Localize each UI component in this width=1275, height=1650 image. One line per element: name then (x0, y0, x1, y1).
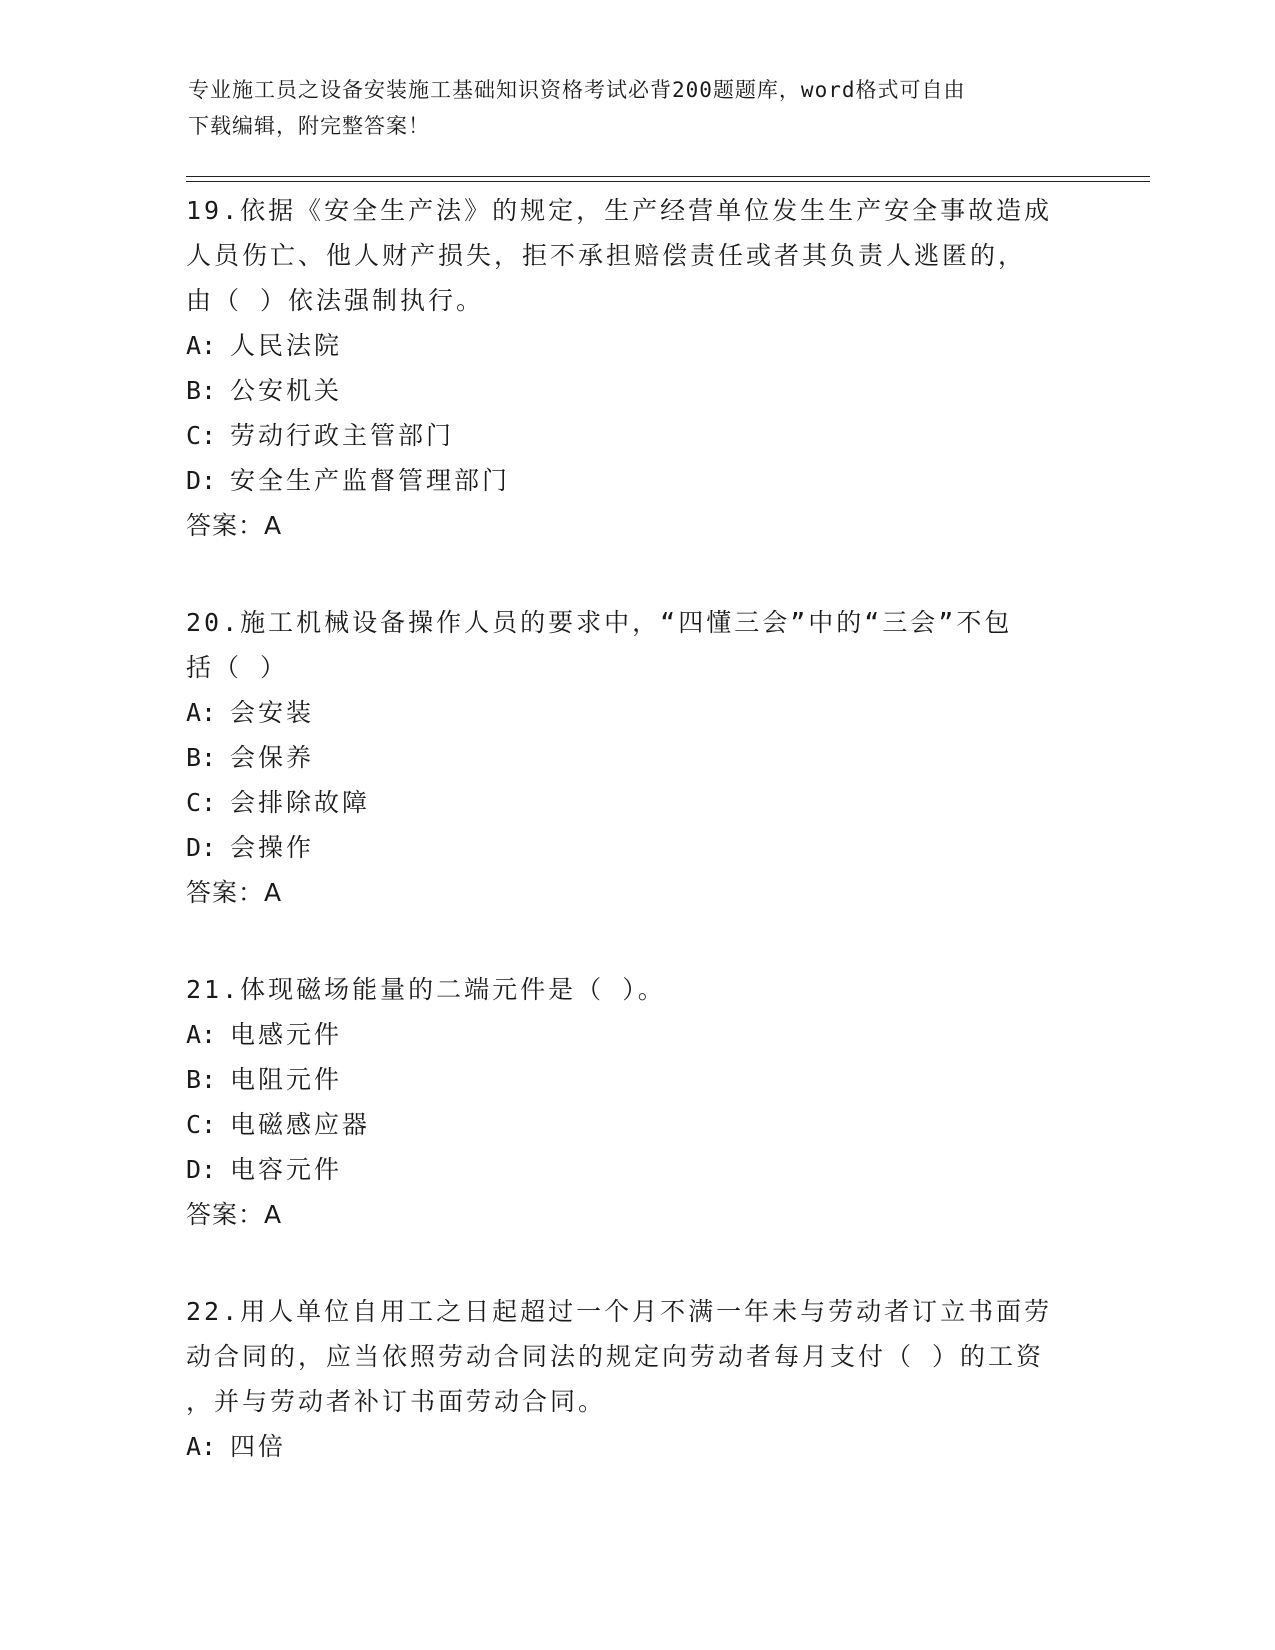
option-text: 电容元件 (230, 1155, 343, 1184)
answer-line: 答案：A (186, 1200, 283, 1229)
answer-option (186, 780, 1086, 825)
option-text: 安全生产监督管理部门 (230, 466, 511, 495)
option-letter: C: (186, 1110, 217, 1139)
answer-option (186, 825, 1086, 870)
option-text: 会保养 (230, 743, 315, 772)
question-stem-line: 22.用人单位自用工之日起超过一个月不满一年未与劳动者订立书面劳 (186, 1297, 1053, 1326)
answer-option (186, 1147, 1086, 1192)
question-stem-line: 括（ ） (186, 653, 289, 682)
option-letter: C: (186, 788, 217, 817)
option-letter: B: (186, 376, 217, 405)
question-block (186, 967, 1086, 1237)
question-stem-line: 21.体现磁场能量的二端元件是（ ）。 (186, 975, 666, 1004)
option-letter: D: (186, 833, 217, 862)
answer-option (186, 368, 1086, 413)
option-text: 公安机关 (230, 376, 343, 405)
question-stem-line: 19.依据《安全生产法》的规定，生产经营单位发生生产安全事故造成 (186, 196, 1053, 225)
question-stem-line: 由（ ）依法强制执行。 (186, 286, 485, 315)
question-stem-line: 20.施工机械设备操作人员的要求中，“四懂三会”中的“三会”不包 (186, 608, 1013, 637)
option-text: 电磁感应器 (230, 1110, 371, 1139)
option-text: 会操作 (230, 833, 315, 862)
question-list (186, 188, 1086, 1521)
option-text: 人民法院 (230, 331, 343, 360)
option-text: 四倍 (230, 1432, 287, 1461)
document-header (188, 72, 1068, 144)
answer-option (186, 1057, 1086, 1102)
header-line-1: 专业施工员之设备安装施工基础知识资格考试必背200题题库，word格式可自由 (188, 78, 966, 102)
option-letter: D: (186, 1155, 217, 1184)
question-stem-line: ，并与劳动者补订书面劳动合同。 (186, 1387, 607, 1416)
header-divider-top (186, 176, 1150, 177)
header-divider-bottom (186, 181, 1150, 182)
answer-option (186, 323, 1086, 368)
question-stem-line: 人员伤亡、他人财产损失，拒不承担赔偿责任或者其负责人逃匿的， (186, 241, 1027, 270)
option-text: 劳动行政主管部门 (230, 421, 455, 450)
answer-option (186, 690, 1086, 735)
option-letter: A: (186, 1432, 217, 1461)
option-letter: C: (186, 421, 217, 450)
option-letter: D: (186, 466, 217, 495)
header-line-2: 下载编辑，附完整答案！ (188, 114, 430, 138)
option-letter: A: (186, 698, 217, 727)
option-text: 会排除故障 (230, 788, 371, 817)
option-letter: B: (186, 743, 217, 772)
option-text: 会安装 (230, 698, 315, 727)
question-block (186, 1289, 1086, 1469)
answer-line: 答案：A (186, 878, 283, 907)
answer-option (186, 413, 1086, 458)
answer-option (186, 1424, 1086, 1469)
answer-option (186, 458, 1086, 503)
question-block (186, 600, 1086, 915)
option-letter: B: (186, 1065, 217, 1094)
option-text: 电阻元件 (230, 1065, 343, 1094)
question-stem-line: 动合同的，应当依照劳动合同法的规定向劳动者每月支付（ ）的工资 (186, 1342, 1045, 1371)
option-letter: A: (186, 331, 217, 360)
answer-option (186, 1012, 1086, 1057)
question-block (186, 188, 1086, 548)
option-letter: A: (186, 1020, 217, 1049)
answer-line: 答案：A (186, 511, 283, 540)
answer-option (186, 1102, 1086, 1147)
answer-option (186, 735, 1086, 780)
option-text: 电感元件 (230, 1020, 343, 1049)
